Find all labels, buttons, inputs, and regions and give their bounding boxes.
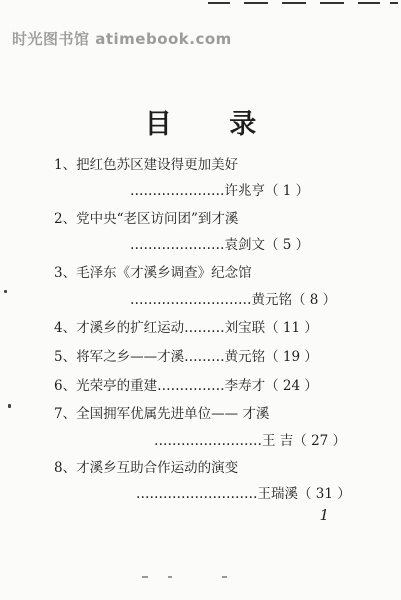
entry-page: （ 27 ） [293, 433, 347, 449]
scan-mark [222, 576, 227, 578]
entry-page: （ 8 ） [292, 292, 337, 308]
entry-number: 2、 [54, 211, 77, 227]
toc-entry-3-ref [130, 288, 336, 308]
entry-number: 7、 [54, 406, 77, 422]
scan-speck [8, 404, 11, 408]
entry-title: 将军之乡——才溪 [76, 349, 185, 365]
entry-page: （ 11 ） [265, 320, 318, 336]
toc-entry-4[interactable] [54, 316, 318, 336]
dot-leader: ………………… [130, 237, 225, 253]
entry-page: （ 24 ） [265, 378, 318, 394]
dot-leader: ……… [184, 320, 225, 336]
entry-title: 把红色苏区建设得更加美好 [76, 157, 239, 173]
scan-mark [168, 576, 172, 578]
toc-entry-1-ref [130, 179, 309, 199]
scan-mark [142, 576, 148, 578]
toc-entry-2-ref [130, 233, 309, 253]
toc-entry-7-ref [154, 429, 346, 449]
entry-title: 毛泽东《才溪乡调查》纪念馆 [76, 265, 252, 281]
entry-page: （ 31 ） [298, 486, 351, 502]
entry-author: 刘宝联 [224, 320, 266, 336]
entry-number: 5、 [54, 349, 77, 365]
header-dash-rule [200, 2, 400, 8]
entry-page: （ 1 ） [265, 183, 310, 199]
entry-author: 许兆亨 [224, 183, 265, 199]
toc-entry-2[interactable] [54, 207, 238, 227]
watermark: 时光图书馆 atimebook.com [12, 30, 232, 48]
dot-leader: ……………………… [130, 292, 252, 308]
entry-author: 李寿才 [224, 378, 266, 394]
dot-leader: ………………… [130, 183, 225, 199]
entry-number: 4、 [54, 320, 77, 336]
toc-entry-5[interactable] [54, 345, 318, 365]
entry-number: 8、 [54, 460, 77, 476]
toc-entry-6[interactable] [54, 374, 318, 394]
entry-number: 3、 [54, 265, 77, 281]
entry-author: 王 吉 [262, 433, 294, 449]
toc-entry-3[interactable] [54, 261, 252, 281]
entry-title: 全国拥军优属先进单位—— 才溪 [76, 406, 270, 422]
toc-entry-1[interactable] [54, 153, 238, 173]
page-title: 目 录 [144, 109, 281, 140]
dot-leader: …………… [157, 378, 225, 394]
entry-title: 光荣亭的重建 [76, 378, 158, 394]
entry-title: 才溪乡的扩红运动 [76, 320, 185, 336]
entry-title: 才溪乡互助合作运动的演变 [76, 460, 239, 476]
entry-author: 黄元铭 [251, 292, 292, 308]
scan-speck [4, 290, 7, 293]
toc-entry-8-ref [136, 482, 351, 502]
toc-entry-8[interactable] [54, 456, 238, 476]
dot-leader: ……… [184, 349, 225, 365]
toc-entry-7[interactable] [54, 402, 269, 422]
dot-leader: ……………………… [136, 486, 258, 502]
entry-title: 党中央“老区访问团”到才溪 [76, 211, 239, 227]
entry-author: 袁剑文 [224, 237, 265, 253]
dot-leader: …………………… [154, 433, 262, 449]
entry-author: 王瑞溪 [257, 486, 298, 502]
entry-number: 1、 [54, 157, 77, 173]
entry-number: 6、 [54, 378, 77, 394]
page-number: 1 [319, 506, 329, 524]
entry-page: （ 5 ） [265, 237, 310, 253]
entry-page: （ 19 ） [265, 349, 318, 365]
entry-author: 黄元铭 [224, 349, 266, 365]
